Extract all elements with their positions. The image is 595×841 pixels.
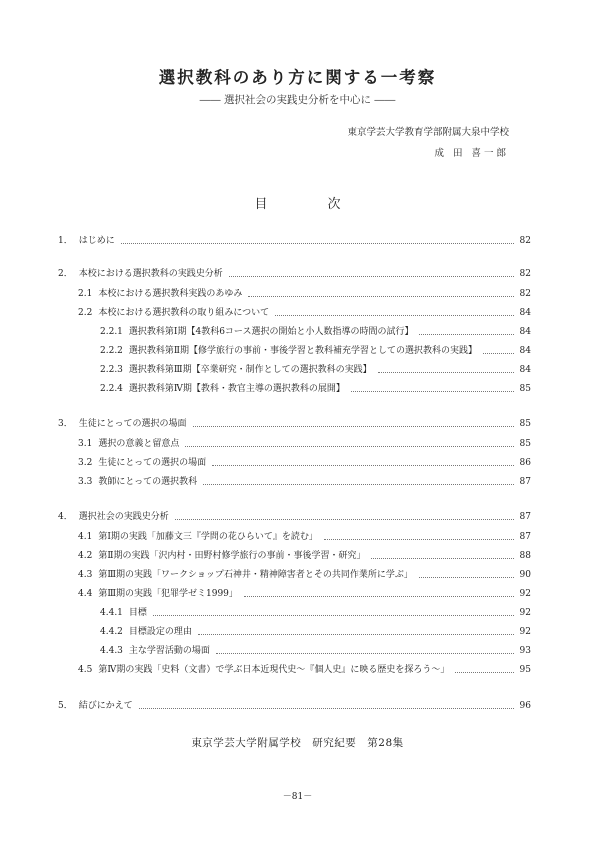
toc-entry-title: 主な学習活動の場面 bbox=[128, 646, 210, 656]
toc-entry[interactable] bbox=[100, 343, 531, 359]
toc-entry-page: 90 bbox=[519, 570, 531, 580]
toc-entry-title: 選択教科第Ⅳ期【教科・教官主導の選択教科の展開】 bbox=[128, 384, 345, 394]
toc-entry-number: 2.1 bbox=[78, 289, 93, 299]
dot-leader bbox=[455, 672, 513, 673]
dot-leader bbox=[198, 634, 514, 635]
document-subtitle: ―― 選択社会の実践史分析を中心に ―― bbox=[199, 94, 396, 106]
toc-entry-number: 2.2.3 bbox=[100, 365, 123, 375]
toc-entry[interactable] bbox=[78, 436, 531, 452]
toc-entry-page: 95 bbox=[519, 665, 531, 675]
toc-entry[interactable] bbox=[78, 474, 531, 490]
dot-leader bbox=[212, 465, 513, 466]
dot-leader bbox=[216, 653, 514, 654]
dot-leader bbox=[244, 596, 514, 597]
toc-entry-title: 第Ⅱ期の実践「沢内村・田野村修学旅行の事前・事後学習・研究」 bbox=[98, 551, 366, 561]
toc-entry-title: 第Ⅲ期の実践「ワークショップ石神井・精神障害者とその共同作業所に学ぶ」 bbox=[98, 570, 413, 580]
toc-entry-number: 4.1 bbox=[78, 532, 93, 542]
toc-entry-title: 目標 bbox=[128, 608, 147, 618]
toc-entry-page: 82 bbox=[519, 236, 531, 246]
toc-entry-number: 4.3 bbox=[78, 570, 93, 580]
toc-entry[interactable] bbox=[100, 381, 531, 397]
dot-leader bbox=[203, 484, 513, 485]
dot-leader bbox=[419, 334, 513, 335]
toc-heading: 目次 bbox=[254, 197, 401, 212]
toc-entry-page: 88 bbox=[519, 551, 531, 561]
dot-leader bbox=[371, 558, 513, 559]
toc-entry-number: 3.2 bbox=[78, 458, 93, 468]
toc-entry[interactable] bbox=[78, 529, 531, 545]
toc-entry[interactable] bbox=[58, 266, 531, 282]
journal-name: 東京学芸大学附属学校 研究紀要 第28集 bbox=[191, 737, 404, 749]
toc-entry-page: 96 bbox=[519, 701, 531, 711]
toc-entry-page: 85 bbox=[519, 384, 531, 394]
toc-entry[interactable] bbox=[100, 324, 531, 340]
toc-entry-number: 2.2.2 bbox=[100, 346, 123, 356]
toc-entry[interactable] bbox=[78, 305, 531, 321]
toc-entry-title: 生徒にとっての選択の場面 bbox=[98, 458, 207, 468]
toc-entry-number: 4.4.2 bbox=[100, 627, 123, 637]
toc-entry-title: 選択教科第Ⅲ期【卒業研究・制作としての選択教科の実践】 bbox=[128, 365, 372, 375]
toc-entry-page: 86 bbox=[519, 458, 531, 468]
toc-entry-page: 92 bbox=[519, 589, 531, 599]
toc-entry-number: 3.3 bbox=[78, 477, 93, 487]
toc-entry-page: 87 bbox=[519, 532, 531, 542]
toc-entry[interactable] bbox=[78, 455, 531, 471]
dot-leader bbox=[419, 577, 514, 578]
toc-entry[interactable] bbox=[78, 548, 531, 564]
toc-entry[interactable] bbox=[58, 233, 531, 249]
toc-entry-title: 本校における選択教科の取り組みについて bbox=[98, 308, 270, 318]
toc-entry[interactable] bbox=[78, 586, 531, 602]
toc-entry[interactable] bbox=[58, 698, 531, 714]
toc-entry-page: 82 bbox=[519, 289, 531, 299]
toc-entry-page: 85 bbox=[519, 419, 531, 429]
toc-entry[interactable] bbox=[100, 605, 531, 621]
toc-entry-number: 4.5 bbox=[78, 665, 93, 675]
toc-entry-number: 2.2 bbox=[78, 308, 93, 318]
toc-entry-number: 4.4 bbox=[78, 589, 93, 599]
toc-entry-page: 82 bbox=[519, 269, 531, 279]
toc-entry[interactable] bbox=[58, 416, 531, 432]
author-affiliation: 東京学芸大学教育学部附属大泉中学校 bbox=[347, 127, 509, 138]
toc-entry-page: 87 bbox=[519, 512, 531, 522]
toc-entry-title: 選択社会の実践史分析 bbox=[78, 512, 169, 522]
toc-entry[interactable] bbox=[100, 362, 531, 378]
toc-entry[interactable] bbox=[78, 567, 531, 583]
toc-entry-title: 本校における選択教科実践のあゆみ bbox=[98, 289, 243, 299]
dot-leader bbox=[275, 315, 513, 316]
toc-entry-page: 84 bbox=[519, 308, 531, 318]
dot-leader bbox=[324, 539, 514, 540]
page-number: －81－ bbox=[282, 792, 313, 802]
dot-leader bbox=[378, 372, 514, 373]
toc-entry-title: 選択教科第Ⅱ期【修学旅行の事前・事後学習と教科補充学習としての選択教科の実践】 bbox=[128, 346, 478, 356]
dot-leader bbox=[185, 446, 513, 447]
toc-entry-page: 92 bbox=[519, 608, 531, 618]
toc-entry[interactable] bbox=[100, 643, 531, 659]
dot-leader bbox=[121, 243, 514, 244]
toc-entry-title: 選択教科第Ⅰ期【4教科6コース選択の開始と小人数指導の時間の試行】 bbox=[128, 327, 414, 337]
dot-leader bbox=[175, 519, 514, 520]
toc-entry-page: 92 bbox=[519, 627, 531, 637]
dot-leader bbox=[193, 426, 514, 427]
toc-entry-number: 4． bbox=[58, 512, 73, 522]
dot-leader bbox=[229, 276, 514, 277]
toc-entry-page: 93 bbox=[519, 646, 531, 656]
toc-entry-title: 第Ⅰ期の実践「加藤文三『学問の花ひらいて』を読む」 bbox=[98, 532, 318, 542]
dot-leader bbox=[248, 296, 513, 297]
toc-entry-title: 生徒にとっての選択の場面 bbox=[78, 419, 187, 429]
toc-entry-title: 選択の意義と留意点 bbox=[98, 439, 180, 449]
toc-entry-page: 84 bbox=[519, 327, 531, 337]
toc-entry-number: 4.2 bbox=[78, 551, 93, 561]
dot-leader bbox=[139, 708, 514, 709]
toc-entry-title: 目標設定の理由 bbox=[128, 627, 192, 637]
toc-entry[interactable] bbox=[58, 509, 531, 525]
toc-entry-title: 本校における選択教科の実践史分析 bbox=[78, 269, 223, 279]
toc-entry-page: 84 bbox=[519, 365, 531, 375]
document-title: 選択教科のあり方に関する一考察 bbox=[158, 68, 437, 87]
author-name: 成 田 喜一郎 bbox=[434, 148, 509, 159]
toc-entry-title: 第Ⅳ期の実践「史料（文書）で学ぶ日本近現代史～『個人史』に映る歴史を探ろう～」 bbox=[98, 665, 450, 675]
toc-entry-number: 2． bbox=[58, 269, 73, 279]
toc-entry[interactable] bbox=[100, 624, 531, 640]
toc-entry-page: 87 bbox=[519, 477, 531, 487]
toc-entry-title: 教師にとっての選択教科 bbox=[98, 477, 198, 487]
toc-entry-page: 85 bbox=[519, 439, 531, 449]
toc-entry[interactable] bbox=[78, 662, 531, 678]
toc-entry-title: 結びにかえて bbox=[78, 701, 133, 711]
toc-entry-number: 3.1 bbox=[78, 439, 93, 449]
toc-entry-page: 84 bbox=[519, 346, 531, 356]
dot-leader bbox=[483, 353, 514, 354]
toc-entry-number: 2.2.4 bbox=[100, 384, 123, 394]
toc-entry-number: 3． bbox=[58, 419, 73, 429]
toc-entry-number: 4.4.3 bbox=[100, 646, 123, 656]
toc-entry-number: 1． bbox=[58, 236, 73, 246]
toc-entry-number: 2.2.1 bbox=[100, 327, 123, 337]
toc-entry[interactable] bbox=[78, 286, 531, 302]
toc-entry-number: 5． bbox=[58, 701, 73, 711]
toc-entry-title: はじめに bbox=[78, 236, 115, 246]
toc-entry-number: 4.4.1 bbox=[100, 608, 123, 618]
toc-entry-title: 第Ⅲ期の実践「犯罪学ゼミ1999」 bbox=[98, 589, 238, 599]
dot-leader bbox=[153, 615, 514, 616]
dot-leader bbox=[351, 391, 514, 392]
